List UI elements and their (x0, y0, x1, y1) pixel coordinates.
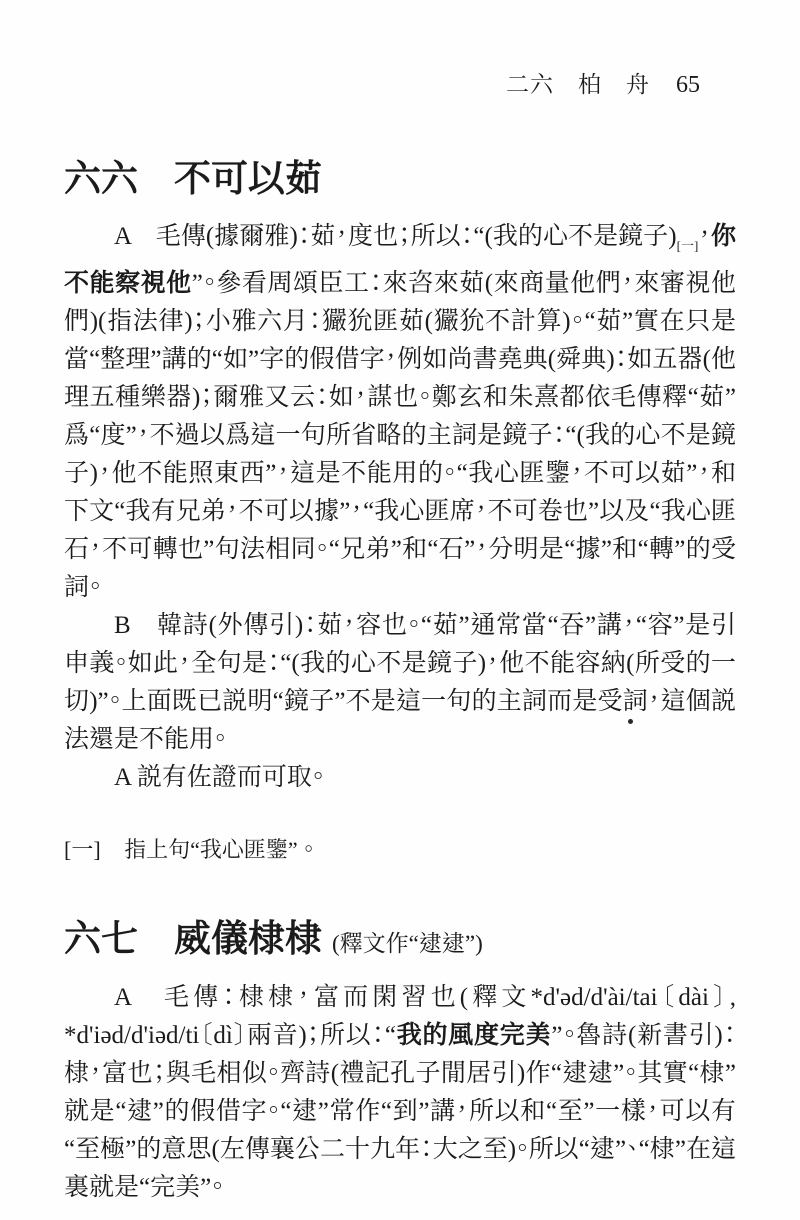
section-67-body (64, 979, 736, 1207)
section-67 (64, 917, 736, 1206)
running-header (64, 66, 700, 99)
section-66 (64, 157, 736, 797)
paragraph (64, 218, 736, 607)
paragraph (64, 979, 736, 1207)
page-number: 65 (676, 72, 700, 98)
section-number: 六七 (64, 918, 138, 960)
ink-dot (628, 719, 633, 724)
section-number: 六六 (64, 158, 138, 199)
text-run: A 毛傳：棣棣，富而閑習也(釋文*d'əd/d'ài/tai〔dài〕, *d'iəd/d'iəd/ti〔dì〕兩音)；所以：“ (64, 983, 736, 1049)
section-title: 威儀棣棣 (174, 918, 322, 960)
section-title: 不可以茹 (174, 158, 322, 199)
section-annotation: (釋文作“逮逮”) (332, 931, 483, 957)
footnote-marker: [一] (64, 837, 101, 863)
text-run: B 韓詩(外傳引)：茹，容也。“茹”通常當“吞”講，“容”是引申義。如此，全句是：“(我的心不是鏡子)，他不能容納(所受的一切)”。上面既已説明“鏡子”不是這一句的主詞而是受詞，這個説法還是不能用。 (64, 612, 736, 754)
footnote-text: 指上句“我心匪鑒”。 (124, 837, 320, 863)
paragraph (64, 759, 736, 797)
running-header-title: 二六 柏 舟 (506, 72, 650, 97)
section-66-body (64, 218, 736, 797)
section-66-heading (64, 157, 736, 201)
text-run: ， (698, 223, 711, 251)
emphasis-text: 我的風度完美 (395, 1021, 552, 1049)
footnote (64, 835, 736, 865)
section-67-heading (64, 917, 736, 961)
text-run: ”。魯詩(新書引)：棣，富也；與毛相似。齊詩(禮記孔子閒居引)作“逮逮”。其實“棣”就是“逮”的假借字。“逮”常作“到”講，所以和“至”一樣，可以有“至極”的意思(左傳襄公二十九年：大之至)。所以“逮”、“棣”在這裏就是“完美”。 (64, 1021, 736, 1201)
text-run: A 毛傳(據爾雅)：茹，度也；所以：“(我的心不是鏡子) (114, 223, 677, 251)
emphasis-text: 你不能察視他 (64, 223, 736, 298)
text-run: ”。參看周頌臣工：來咨來茹(來商量他們，來審視他們)(指法律)；小雅六月：玁狁匪茹(玁狁不計算)。“茹”實在只是當“整理”講的“如”字的假借字，例如尚書堯典(舜典)：如五器(他理五種樂器)；爾雅又云：如，謀也。鄭玄和朱熹都依毛傳釋“茹”爲“度”，不過以爲這一句所省略的主詞是鏡子：“(我的心不是鏡子)，他不能照東西”，這是不能用的。“我心匪鑒，不可以茹”，和下文“我有兄弟，不可以據”，“我心匪席，不可卷也”以及“我心匪石，不可轉也”句法相同。“兄弟”和“石”，分明是“據”和“轉”的受詞。 (64, 270, 736, 602)
paragraph (64, 607, 736, 759)
text-run: A 説有佐證而可取。 (114, 764, 325, 792)
footnote-ref: [一] (676, 238, 699, 254)
